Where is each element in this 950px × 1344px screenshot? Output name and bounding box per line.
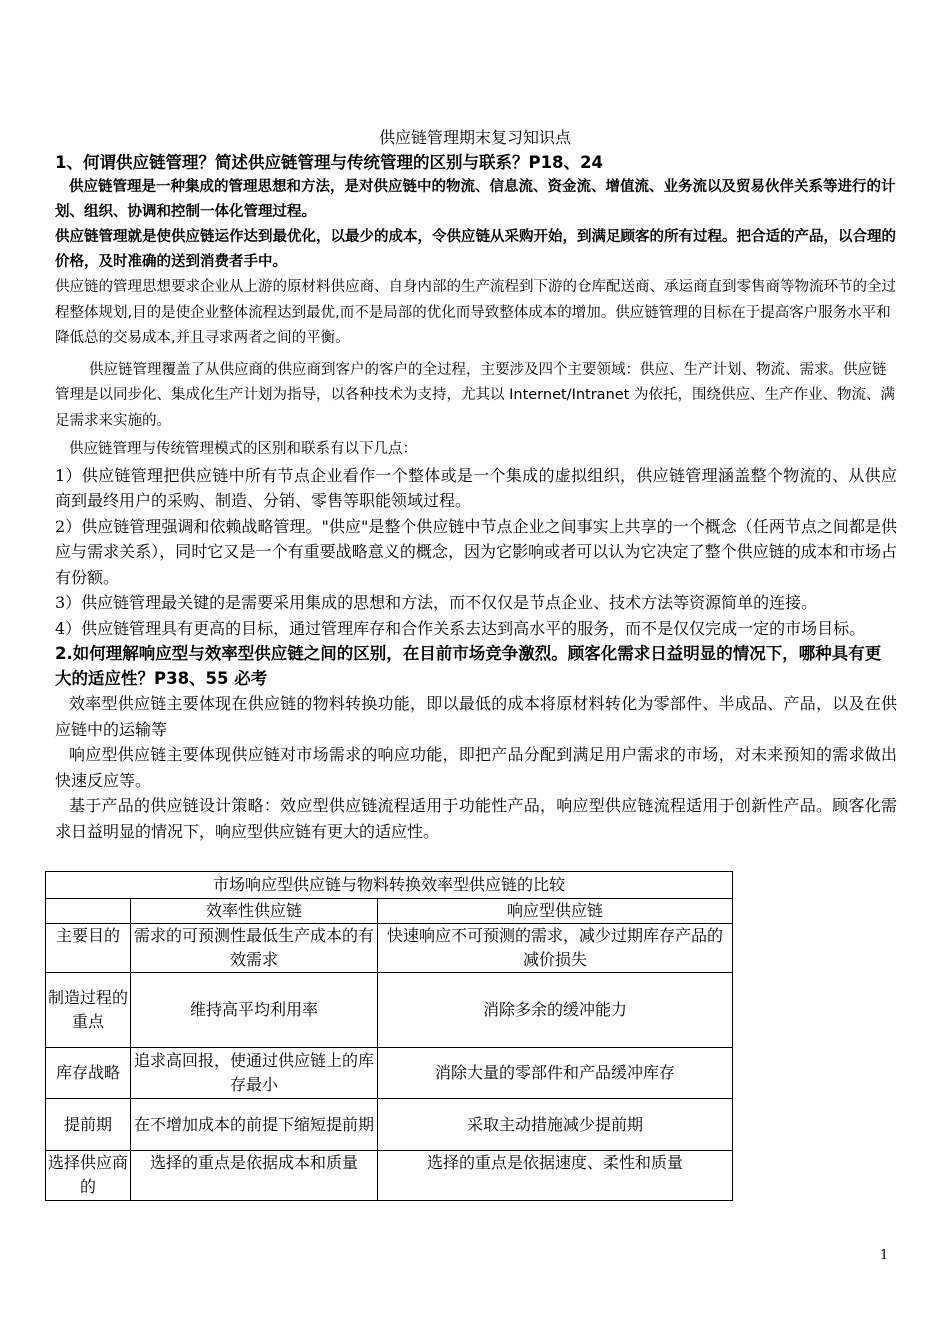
comparison-table [45,871,733,1201]
table-header-efficient: 效率性供应链 [131,899,378,924]
q1-paragraph-3: 供应链的管理思想要求企业从上游的原材料供应商、自身内部的生产流程到下游的仓库配送商、承运商直到零售商等物流环节的全过程整体规划,目的是使企业整体流程达到最优,而不是局部的优化而导致整体成本的增加。供应链管理的目标在于提高客户服务水平和降低总的交易成本,并且寻求两者之间的平衡。 [55,279,896,346]
row-label: 提前期 [46,1099,131,1151]
q2-paragraph-3: 基于产品的供应链设计策略：效应型供应链流程适用于功能性产品，响应型供应链流程适用于创新性产品。顾客化需求日益明显的情况下，响应型供应链有更大的适应性。 [55,796,897,841]
table-row [46,1099,733,1151]
responsive-cell: 消除大量的零部件和产品缓冲库存 [378,1048,733,1099]
responsive-cell: 选择的重点是依据速度、柔性和质量 [378,1151,733,1201]
document-title: 供应链管理期末复习知识点 [378,128,571,147]
document-body [55,150,897,844]
q1-bold-paragraph-1: 供应链管理是一种集成的管理思想和方法，是对供应链中的物流、信息流、资金流、增值流、业务流以及贸易伙伴关系等进行的计划、组织、协调和控制一体化管理过程。 [55,179,896,220]
efficient-cell: 需求的可预测性最低生产成本的有效需求 [131,924,378,973]
q1-list-item-2: 2）供应链管理强调和依赖战略管理。"供应"是整个供应链中节点企业之间事实上共享的一个概念（任两节点之间都是供应与需求关系），同时它又是一个有重要战略意义的概念，因为它影响或者可以认为它决定了整个供应链的成本和市场占有份额。 [55,516,897,587]
table-caption: 市场响应型供应链与物料转换效率型供应链的比较 [46,872,733,899]
table-row [46,924,733,973]
page-number: 1 [880,1248,889,1263]
efficient-cell: 追求高回报，使通过供应链上的库存最小 [131,1048,378,1099]
q1-bold-paragraph-2: 供应链管理就是使供应链运作达到最优化，以最少的成本，令供应链从采购开始，到满足顾客的所有过程。把合适的产品，以合理的价格，及时准确的送到消费者手中。 [55,229,896,270]
q2-paragraph-2: 响应型供应链主要体现供应链对市场需求的响应功能，即把产品分配到满足用户需求的市场，对未来预知的需求做出快速反应等。 [55,745,897,790]
question-2-heading: 2.如何理解响应型与效率型供应链之间的区别，在目前市场竞争激烈。顾客化需求日益明显的情况下，哪种具有更大的适应性？P38、55 必考 [55,644,882,688]
q1-list-item-4: 4）供应链管理具有更高的目标，通过管理库存和合作关系去达到高水平的服务，而不是仅仅完成一定的市场目标。 [55,618,866,638]
q1-paragraph-5: 供应链管理与传统管理模式的区别和联系有以下几点： [69,441,417,457]
table-row [46,1048,733,1099]
row-label: 选择供应商的 [46,1151,131,1201]
q1-list-item-1: 1）供应链管理把供应链中所有节点企业看作一个整体或是一个集成的虚拟组织，供应链管理涵盖整个物流的、从供应商到最终用户的采购、制造、分销、零售等职能领域过程。 [55,465,897,510]
q1-paragraph-4: 供应链管理覆盖了从供应商的供应商到客户的客户的全过程，主要涉及四个主要领域：供应、生产计划、物流、需求。供应链管理是以同步化、集成化生产计划为指导，以各种技术为支持，尤其以 Internet/Intranet 为依托，围绕供应、生产作业、物流、满足需求来实施的。 [55,361,895,429]
table-row [46,1151,733,1201]
efficient-cell: 选择的重点是依据成本和质量 [131,1151,378,1201]
row-label: 库存战略 [46,1048,131,1099]
table-header-responsive: 响应型供应链 [378,899,733,924]
responsive-cell: 消除多余的缓冲能力 [378,973,733,1048]
question-1-heading: 1、何谓供应链管理？简述供应链管理与传统管理的区别与联系？P18、24 [55,153,603,172]
table-row [46,973,733,1048]
row-label: 主要目的 [46,924,131,973]
q2-paragraph-1: 效率型供应链主要体现在供应链的物料转换功能，即以最低的成本将原材料转化为零部件、半成品、产品，以及在供应链中的运输等 [55,694,897,739]
efficient-cell: 维持高平均利用率 [131,973,378,1048]
efficient-cell: 在不增加成本的前提下缩短提前期 [131,1099,378,1151]
responsive-cell: 快速响应不可预测的需求，减少过期库存产品的减价损失 [378,924,733,973]
q1-list-item-3: 3）供应链管理最关键的是需要采用集成的思想和方法，而不仅仅是节点企业、技术方法等资源简单的连接。 [55,593,818,612]
table-header-row [46,899,733,924]
table-caption-row [46,872,733,899]
table-header-empty [46,899,131,924]
row-label: 制造过程的重点 [46,973,131,1048]
responsive-cell: 采取主动措施减少提前期 [378,1099,733,1151]
